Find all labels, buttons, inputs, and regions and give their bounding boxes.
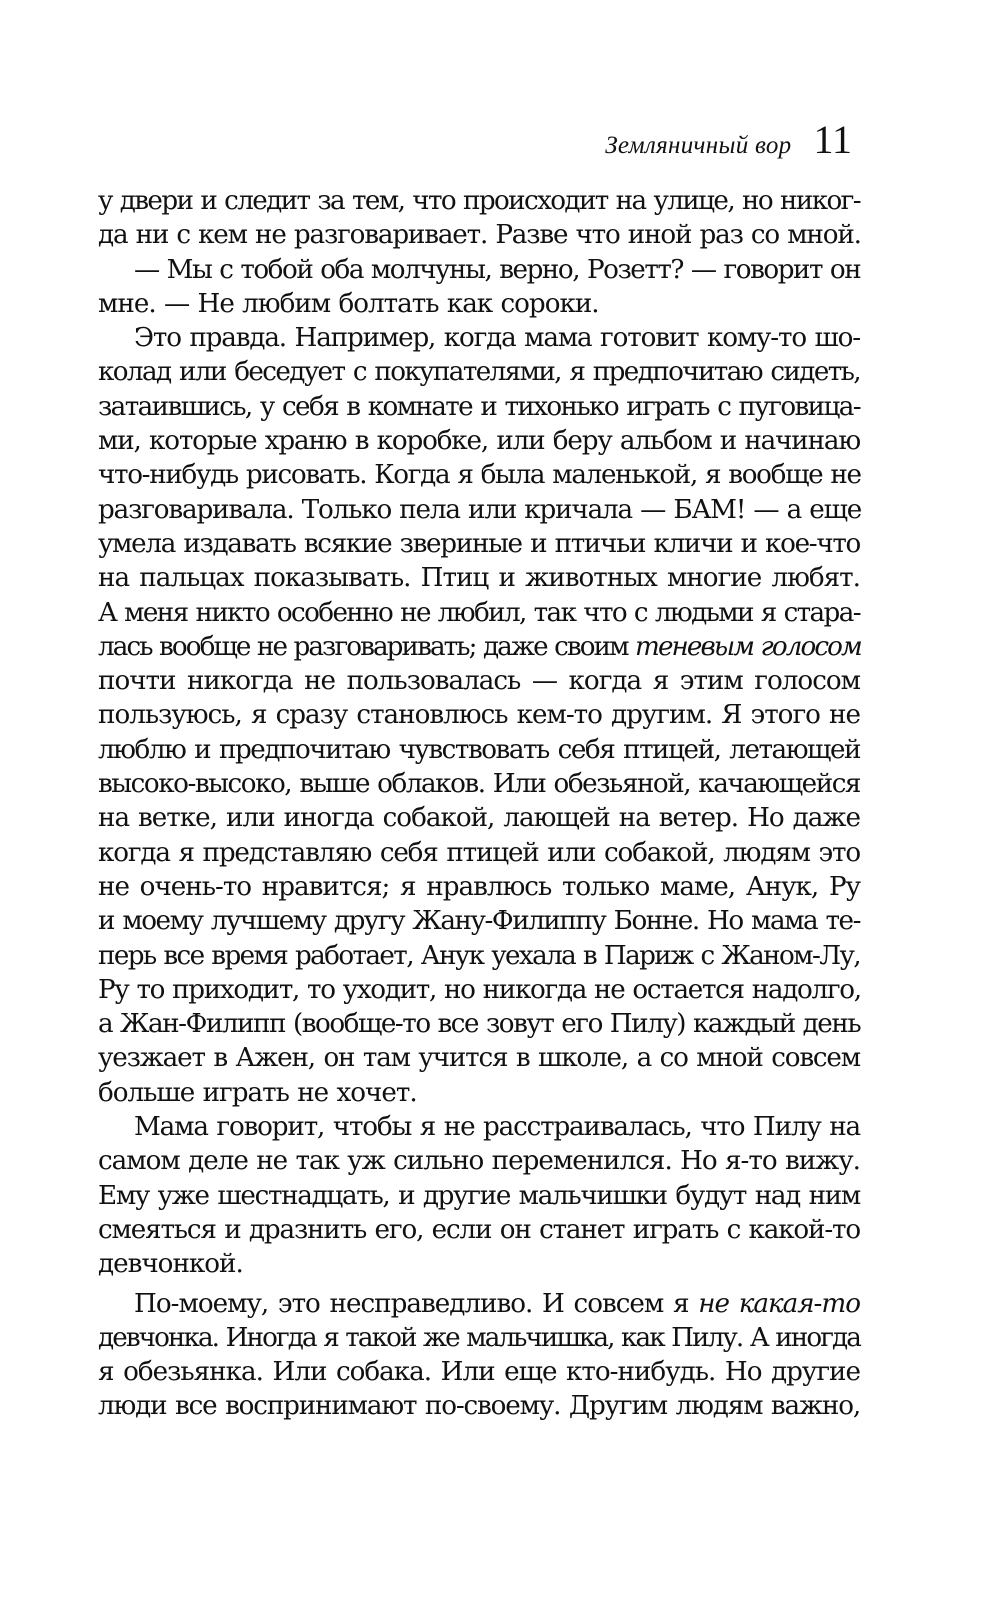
text-line: девчонка. Иногда я такой же мальчишка, как Пилу. А иногда	[98, 1322, 860, 1353]
text-line: Мама говорит, чтобы я не расстраивалась, что Пилу на	[134, 1112, 860, 1143]
text-line: на ветке, или иногда собакой, лающей на ветер. Но даже	[98, 803, 860, 834]
text-line	[98, 630, 860, 664]
text-line: — Мы с тобой оба молчуны, верно, Розетт? — говорит он	[134, 254, 861, 285]
text-line: смеяться и дразнить его, если он станет играть с какой-то	[98, 1214, 860, 1245]
text-line: девчонкой.	[98, 1249, 243, 1280]
text-line: мне. — Не любим болтать как сороки.	[98, 288, 599, 319]
text-line: умела издавать всякие звериные и птичьи кличи и кое-что	[98, 528, 860, 559]
page-number: 11	[813, 117, 852, 162]
italic-emphasis: теневым голосом	[635, 631, 861, 662]
text-segment: лась вообще не разговаривать; даже своим	[98, 631, 636, 662]
text-line: высоко-высоко, выше облаков. Или обезьяной, качающейся	[98, 769, 860, 800]
text-line: уезжает в Ажен, он там учится в школе, а со мной совсем	[98, 1043, 860, 1074]
text-line: и моему лучшему другу Жану-Филиппу Бонне. Но мама те-	[98, 906, 860, 937]
italic-emphasis: не какая-то	[698, 1288, 860, 1319]
text-line: не очень-то нравится; я нравлюсь только маме, Анук, Ру	[98, 871, 860, 902]
text-line: на пальцах показывать. Птиц и животных многие любят.	[98, 563, 860, 594]
text-line: люблю и предпочитаю чувствовать себя птицей, летающей	[98, 734, 860, 765]
body-text	[98, 184, 860, 1424]
text-line: у двери и следит за тем, что происходит на улице, но никог-	[98, 186, 860, 216]
text-line: разговаривала. Только пела или кричала — БАМ! — а еще	[98, 494, 862, 525]
text-line: я обезьянка. Или собака. Или еще кто-нибудь. Но другие	[98, 1357, 860, 1388]
text-line: люди все воспринимают по-своему. Другим людям важно,	[98, 1391, 860, 1422]
text-line: затаившись, у себя в комнате и тихонько играть с пуговица-	[98, 391, 860, 422]
text-line: когда я представляю себя птицей или собакой, людям это	[98, 837, 860, 868]
running-head	[605, 117, 852, 162]
text-line: Это правда. Например, когда мама готовит кому-то шо-	[134, 323, 860, 354]
text-line: ми, которые храню в коробке, или беру альбом и начинаю	[98, 426, 860, 457]
text-line: а Жан-Филипп (вообще-то все зовут его Пилу) каждый день	[98, 1009, 861, 1040]
running-title: Земляничный вор	[605, 132, 792, 159]
text-line: Ру то приходит, то уходит, но никогда не остается надолго,	[98, 974, 861, 1005]
text-line: пользуюсь, я сразу становлюсь кем-то другим. Я этого не	[98, 700, 860, 731]
text-line: колад или беседует с покупателями, я предпочитаю сидеть,	[98, 357, 860, 388]
text-line: почти никогда не пользовалась — когда я этим голосом	[98, 666, 860, 697]
text-line: А меня никто особенно не любил, так что с людьми я стара-	[98, 597, 860, 628]
text-line	[98, 1287, 860, 1321]
text-line: перь все время работает, Анук уехала в Париж с Жаном-Лу,	[98, 940, 860, 971]
text-segment: По-моему, это несправедливо. И совсем я	[134, 1288, 699, 1319]
text-line: Ему уже шестнадцать, и другие мальчишки будут над ним	[98, 1180, 860, 1211]
text-line: да ни с кем не разговаривает. Разве что иной раз со мной.	[98, 220, 861, 251]
text-line: что-нибудь рисовать. Когда я была маленькой, я вообще не	[98, 460, 861, 491]
text-line: самом деле не так уж сильно переменился. Но я-то вижу.	[98, 1146, 860, 1177]
text-line: больше играть не хочет.	[98, 1077, 417, 1108]
